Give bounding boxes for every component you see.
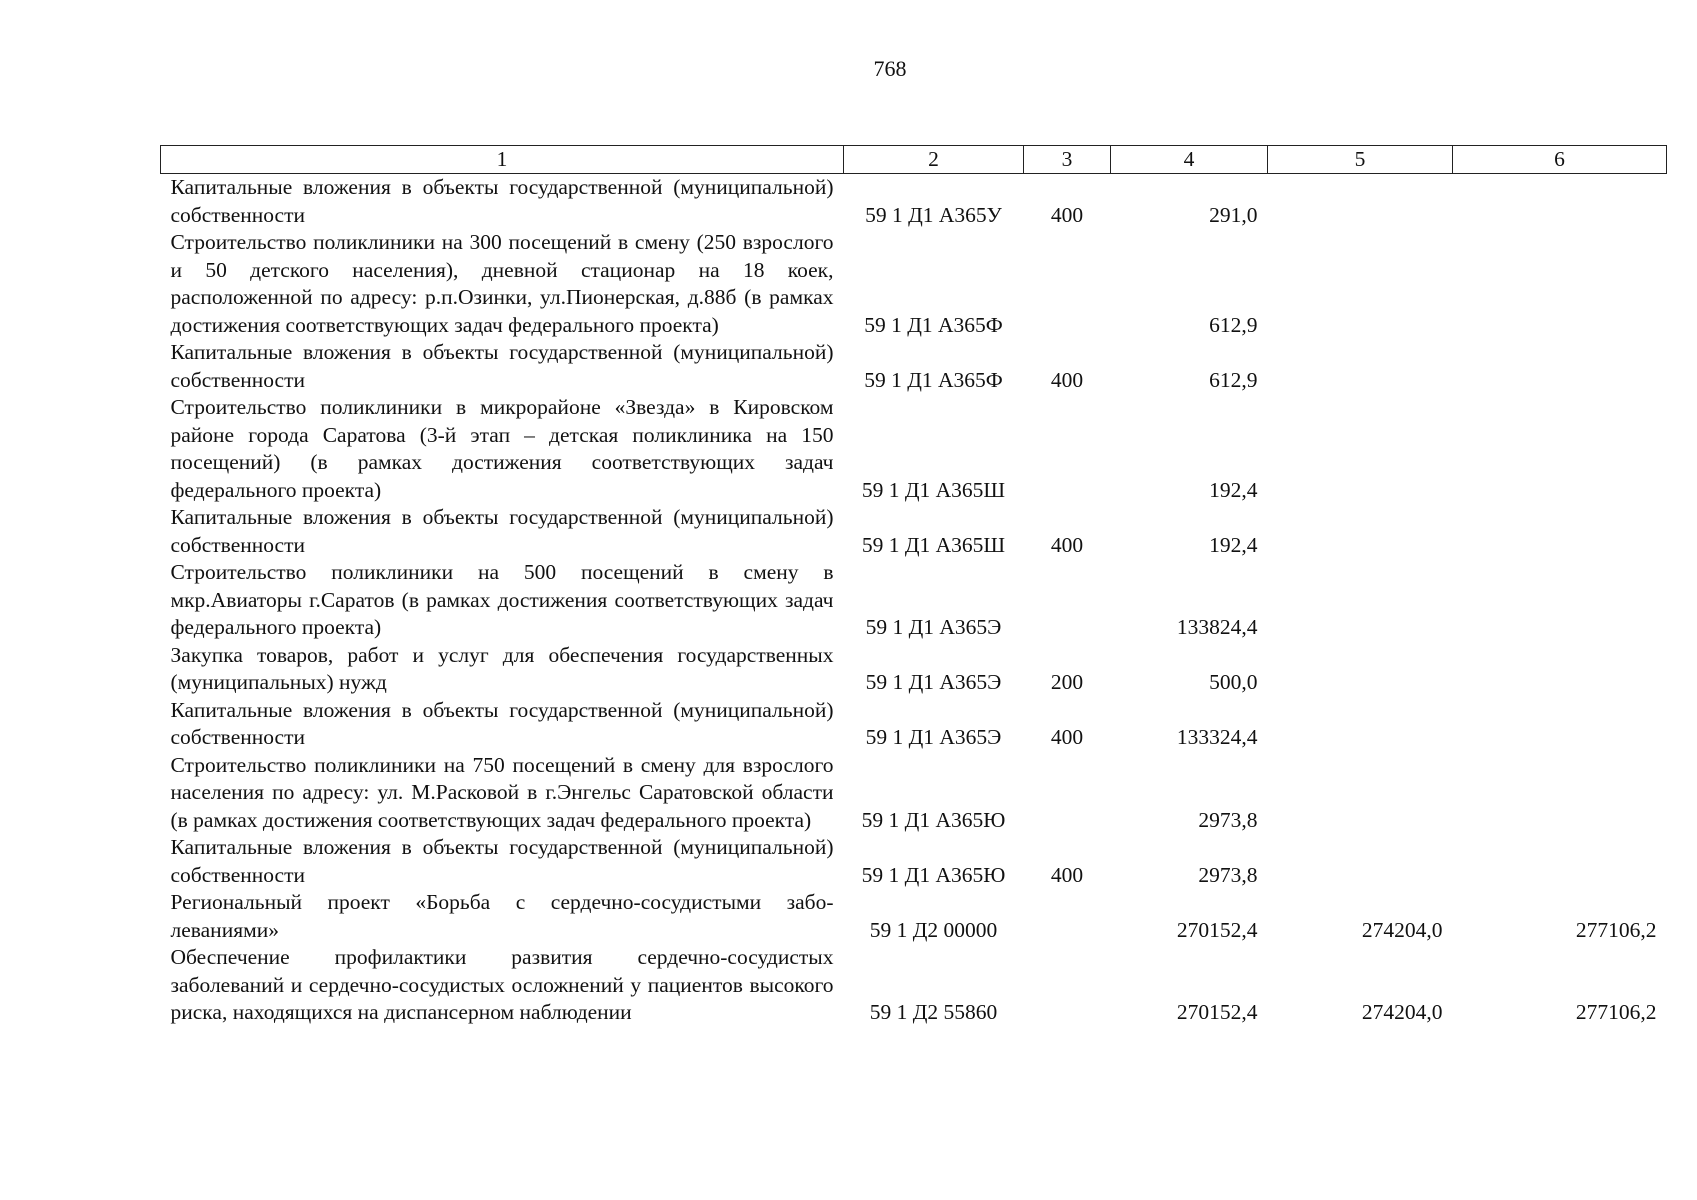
target-article-code: 59 1 Д1 А365Э	[865, 725, 1002, 749]
table-row	[161, 174, 1667, 230]
item-name: Обеспечение профилактики развития сердечно-сосудистых заболеваний и сердечно-сосудистых осложнений у пациентов высокого риска, находящихся на диспансерном наблюдении	[170, 945, 834, 1024]
amount-column-4: 133824,4	[1176, 615, 1258, 639]
amount-column-5	[1268, 559, 1453, 642]
expense-type-code	[1024, 394, 1111, 504]
target-article-code: 59 1 Д1 А365Ш	[861, 532, 1006, 557]
column-header-1: 1	[161, 146, 844, 174]
expense-type-code: 400	[1050, 725, 1084, 749]
expense-type-code	[1024, 229, 1111, 339]
item-name: Региональный проект «Борьба с сердечно-сосудистыми заболеваниями»	[170, 890, 834, 942]
amount-column-6	[1453, 752, 1667, 835]
item-name: Строительство поликлиники в микрорайоне «Звезда» в Кировском районе города Саратова (3-й этап – детская поликлиника на 150 посещений) (в рамках достижения соответствующих задач федерального проекта)	[170, 395, 834, 502]
amount-column-5	[1268, 642, 1453, 697]
item-name: Строительство поликлиники на 500 посещений в смену в мкр.Авиаторы г.Саратов (в рамках достижения соответствующих задач федерального проекта)	[170, 560, 834, 639]
header-row	[161, 146, 1667, 174]
budget-table	[160, 145, 1667, 1027]
amount-column-4: 291,0	[1209, 202, 1258, 227]
item-name: Строительство поликлиники на 750 посещений в смену для взрослого населения по адресу: ул. М.Расковой в г.Энгельс Саратовской области (в рамках достижения соответствующих задач федерального проекта)	[170, 752, 834, 832]
item-name: Строительство поликлиники на 300 посещений в смену (250 взрослого и 50 детского населения), дневной стационар на 18 коек, расположенной по адресу: р.п.Озинки, ул.Пионерская, д.88б (в рамках достижения соответствующих задач федерального проекта)	[170, 230, 834, 337]
amount-column-5	[1268, 174, 1453, 230]
amount-column-4: 270152,4	[1176, 917, 1258, 942]
target-article-code: 59 1 Д1 А365У	[865, 202, 1002, 227]
target-article-code: 59 1 Д1 А365Э	[865, 670, 1002, 694]
expense-type-code	[1024, 889, 1111, 944]
column-header-3: 3	[1024, 146, 1111, 174]
target-article-code: 59 1 Д1 А365Ш	[861, 477, 1006, 502]
amount-column-5	[1268, 339, 1453, 394]
expense-type-code	[1024, 559, 1111, 642]
amount-column-5	[1268, 394, 1453, 504]
expense-type-code: 400	[1050, 367, 1084, 392]
amount-column-4: 2973,8	[1198, 807, 1258, 832]
table-row	[161, 752, 1667, 835]
amount-column-4: 133324,4	[1176, 725, 1258, 749]
amount-column-6	[1453, 504, 1667, 559]
amount-column-6: 277106,2	[1575, 1000, 1657, 1024]
amount-column-6	[1453, 394, 1667, 504]
expense-type-code	[1024, 752, 1111, 835]
item-name: Капитальные вложения в объекты государственной (муниципальной) собственности	[170, 697, 834, 749]
expense-type-code	[1024, 944, 1111, 1027]
amount-column-6	[1453, 229, 1667, 339]
table-row	[161, 394, 1667, 504]
amount-column-6	[1453, 559, 1667, 642]
expense-type-code: 400	[1050, 862, 1084, 887]
amount-column-4: 612,9	[1209, 312, 1258, 337]
page-number: 768	[873, 56, 907, 81]
amount-column-6	[1453, 339, 1667, 394]
amount-column-5	[1268, 752, 1453, 835]
amount-column-4: 2973,8	[1198, 862, 1258, 887]
expense-type-code: 400	[1050, 532, 1084, 557]
column-header-5: 5	[1268, 146, 1453, 174]
target-article-code: 59 1 Д2 55860	[869, 1000, 998, 1024]
amount-column-5: 274204,0	[1361, 1000, 1443, 1024]
amount-column-6	[1453, 697, 1667, 752]
table-row	[161, 697, 1667, 752]
target-article-code: 59 1 Д1 А365Ю	[861, 807, 1006, 832]
amount-column-4: 270152,4	[1176, 1000, 1258, 1024]
item-name: Капитальные вложения в объекты государственной (муниципальной) собственности	[170, 505, 834, 557]
table-row	[161, 642, 1667, 697]
table-row	[161, 944, 1667, 1027]
amount-column-4: 192,4	[1209, 532, 1258, 557]
amount-column-6	[1453, 642, 1667, 697]
amount-column-4: 500,0	[1209, 670, 1258, 694]
table-header	[161, 146, 1667, 174]
item-name: Капитальные вложения в объекты государственной (муниципальной) собственности	[170, 835, 834, 887]
amount-column-5	[1268, 697, 1453, 752]
amount-column-5	[1268, 504, 1453, 559]
target-article-code: 59 1 Д1 А365Ю	[861, 862, 1006, 887]
target-article-code: 59 1 Д1 А365Ф	[864, 312, 1003, 337]
item-name: Капитальные вложения в объекты государственной (муниципальной) собственности	[170, 175, 834, 227]
column-header-6: 6	[1453, 146, 1667, 174]
amount-column-5	[1268, 834, 1453, 889]
amount-column-6	[1453, 834, 1667, 889]
column-header-2: 2	[844, 146, 1024, 174]
table-body	[161, 174, 1667, 1027]
table-row	[161, 559, 1667, 642]
table-row	[161, 229, 1667, 339]
item-name: Закупка товаров, работ и услуг для обеспечения государственных (муниципальных) нужд	[170, 642, 834, 694]
table-row	[161, 339, 1667, 394]
table-row	[161, 889, 1667, 944]
expense-type-code: 200	[1050, 670, 1084, 694]
target-article-code: 59 1 Д2 00000	[869, 917, 998, 942]
amount-column-6: 277106,2	[1575, 917, 1657, 942]
column-header-4: 4	[1111, 146, 1268, 174]
expense-type-code: 400	[1050, 202, 1084, 227]
amount-column-5	[1268, 229, 1453, 339]
amount-column-6	[1453, 174, 1667, 230]
amount-column-4: 192,4	[1209, 477, 1258, 502]
target-article-code: 59 1 Д1 А365Ф	[864, 367, 1003, 392]
target-article-code: 59 1 Д1 А365Э	[865, 615, 1002, 639]
amount-column-5: 274204,0	[1361, 917, 1443, 942]
table-row	[161, 834, 1667, 889]
item-name: Капитальные вложения в объекты государственной (муниципальной) собственности	[170, 340, 834, 392]
table-row	[161, 504, 1667, 559]
amount-column-4: 612,9	[1209, 367, 1258, 392]
